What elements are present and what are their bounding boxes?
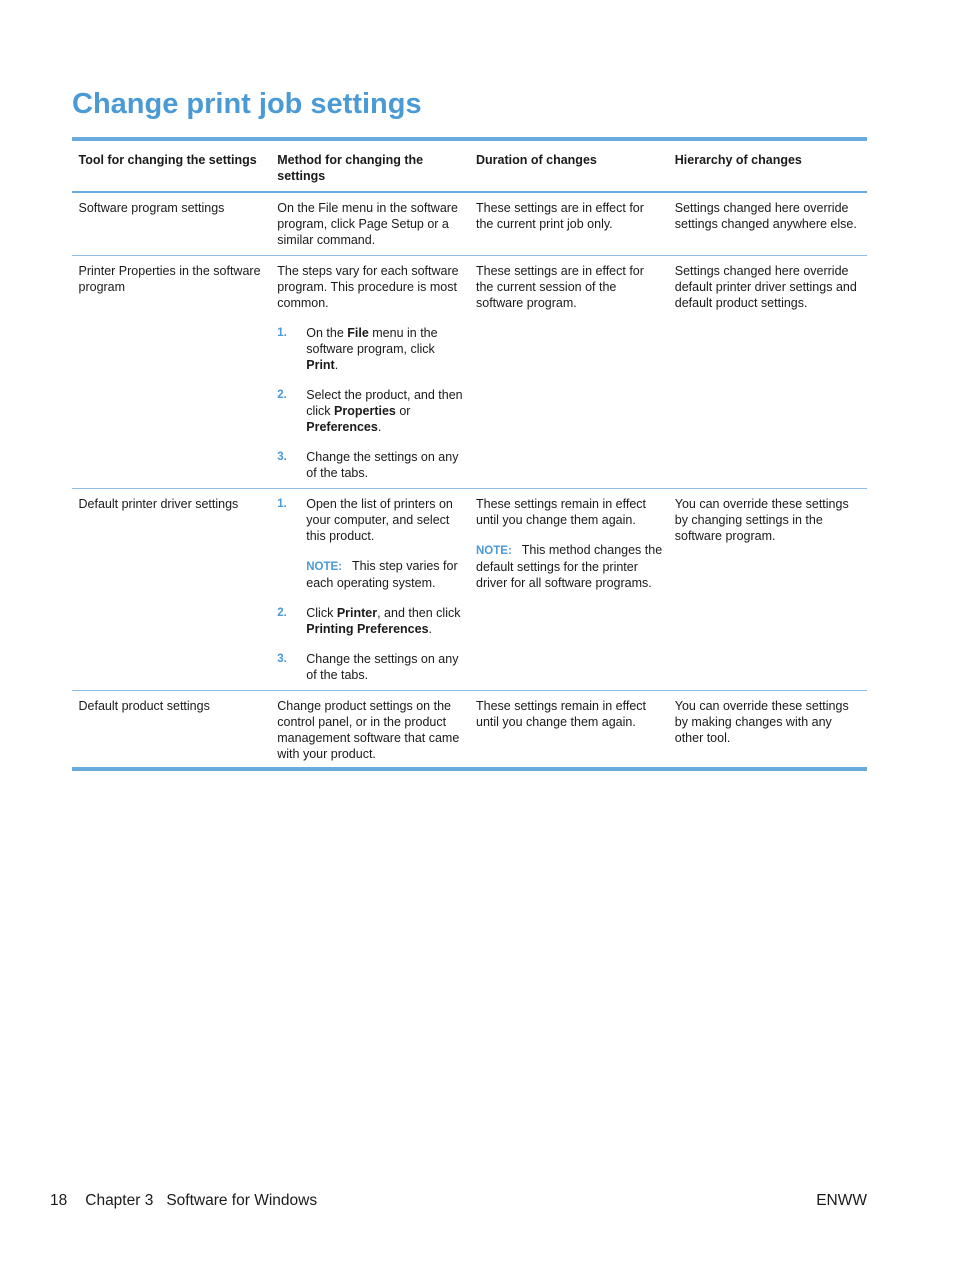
step-list	[277, 325, 463, 481]
table-row	[72, 256, 867, 489]
step-number: 3.	[277, 653, 287, 665]
cell-method: On the File menu in the software program, click Page Setup or a similar command.	[271, 192, 470, 256]
cell-hierarchy: Settings changed here override settings changed anywhere else.	[668, 192, 867, 256]
step-text-bold: Preferences	[306, 420, 378, 434]
step-number: 2.	[277, 607, 287, 619]
step-text-part: or	[395, 404, 411, 418]
step-text: Open the list of printers on your computer, and select this product.	[306, 497, 453, 543]
column-header-duration: Duration of changes	[470, 139, 669, 192]
cell-hierarchy: You can override these settings by changing settings in the software program.	[668, 489, 867, 691]
column-header-method: Method for changing the settings	[271, 139, 470, 192]
step-text-bold: Printing Preferences	[306, 622, 429, 636]
cell-method: Change product settings on the control panel, or in the product management software that came with your product.	[277, 699, 460, 761]
step-text-part: On the	[306, 326, 348, 340]
note	[476, 542, 662, 591]
footer-right: ENWW	[816, 1192, 867, 1209]
list-item	[277, 387, 463, 435]
cell-tool: Default product settings	[78, 699, 210, 713]
list-item	[277, 325, 463, 373]
step-body	[306, 496, 463, 591]
cell-method	[271, 256, 470, 489]
cell-hierarchy: You can override these settings by making changes with any other tool.	[674, 699, 849, 745]
footer-chapter: Chapter 3	[85, 1192, 154, 1209]
page-title: Change print job settings	[72, 88, 422, 120]
step-text: Change the settings on any of the tabs.	[306, 652, 459, 682]
step-text-part: Select the product, and then click	[306, 388, 463, 418]
step-text-part: menu in the software program, click	[306, 326, 438, 356]
step-text	[306, 605, 463, 637]
column-header-tool: Tool for changing the settings	[72, 139, 271, 192]
step-text	[306, 387, 463, 435]
cell-tool: Default printer driver settings	[72, 489, 271, 691]
column-header-hierarchy: Hierarchy of changes	[668, 139, 867, 192]
note-text: This step varies for each operating system.	[306, 559, 458, 590]
page-number: 18	[50, 1192, 68, 1209]
step-number: 1.	[277, 498, 287, 510]
cell-duration: These settings remain in effect until you change them again.	[476, 699, 646, 729]
step-list	[277, 496, 463, 683]
duration-text: These settings remain in effect until you change them again.	[476, 497, 646, 527]
list-item	[277, 651, 463, 683]
list-item	[277, 605, 463, 637]
step-number: 1.	[277, 327, 287, 339]
step-number: 2.	[277, 389, 287, 401]
step-text: Change the settings on any of the tabs.	[306, 450, 459, 480]
step-number: 3.	[277, 451, 287, 463]
table-header-row	[72, 139, 867, 192]
table-row	[72, 192, 867, 256]
step-text-bold: Print	[306, 358, 335, 372]
note-label: NOTE:	[306, 561, 343, 573]
settings-table	[72, 137, 867, 771]
table-row	[72, 489, 867, 691]
page-footer	[50, 1192, 867, 1210]
method-intro: The steps vary for each software program. This procedure is most common.	[277, 264, 459, 310]
list-item	[277, 496, 463, 591]
cell-duration	[470, 489, 669, 691]
step-text-bold: Printer	[336, 606, 378, 620]
table-row	[72, 691, 867, 770]
footer-chapter-title: Software for Windows	[166, 1192, 318, 1209]
note-label: NOTE:	[476, 545, 512, 557]
cell-duration: These settings are in effect for the current print job only.	[470, 192, 669, 256]
step-text-bold: File	[347, 326, 369, 340]
step-text-part: .	[334, 358, 339, 372]
cell-duration: These settings are in effect for the current session of the software program.	[470, 256, 669, 489]
step-text-part: .	[377, 420, 382, 434]
cell-tool: Software program settings	[72, 192, 271, 256]
note-text: This method changes the default settings for the printer driver for all software programs.	[476, 543, 663, 590]
step-text-part: Click	[306, 606, 337, 620]
cell-tool: Printer Properties in the software program	[72, 256, 271, 489]
step-text-bold: Properties	[334, 404, 396, 418]
cell-method	[271, 489, 470, 691]
step-text-part: .	[428, 622, 432, 636]
list-item	[277, 449, 463, 481]
cell-hierarchy: Settings changed here override default printer driver settings and default product settings.	[668, 256, 867, 489]
footer-left	[50, 1192, 317, 1210]
note	[306, 558, 463, 591]
step-text	[306, 325, 463, 373]
step-text-part: , and then click	[377, 606, 461, 620]
